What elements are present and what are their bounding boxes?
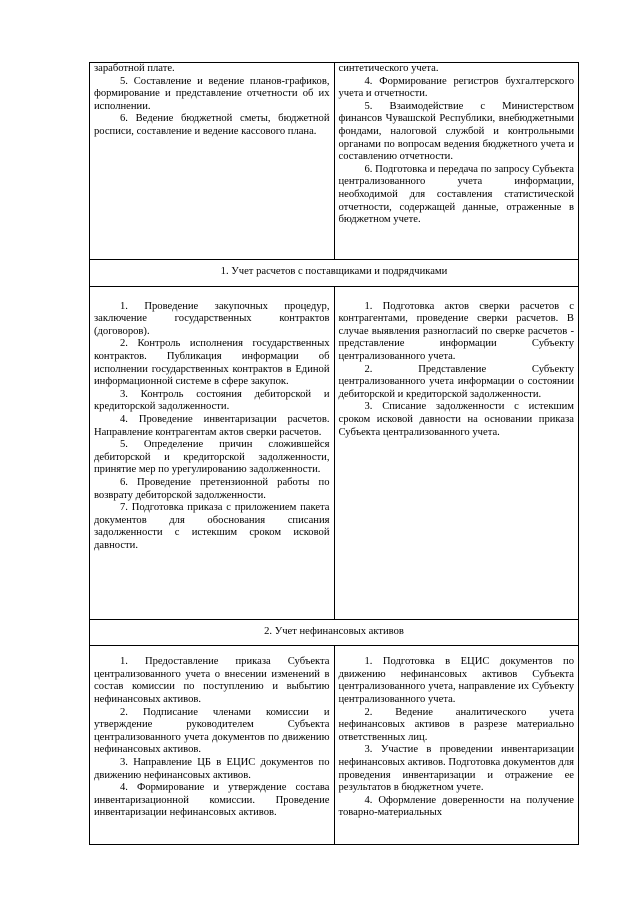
paragraph: 2. Контроль исполнения государственных контрактов. Публикация информации об исполнении государственных контрактов в Единой информационной системе в сфере закупок. — [94, 338, 330, 388]
paragraph: 6. Ведение бюджетной сметы, бюджетной росписи, составление и ведение кассового плана. — [94, 113, 330, 137]
paragraph: 2. Представление Субъекту централизованного учета информации о состоянии дебиторской и кредиторской задолженности. — [338, 363, 574, 400]
paragraph: 5. Составление и ведение планов-графиков, формирование и представление отчетности об их исполнении. — [94, 75, 330, 112]
paragraph: 2. Ведение аналитического учета нефинансовых активов в разрезе материально ответственных лиц. — [338, 706, 574, 743]
section-header-row — [90, 260, 579, 287]
section2-left-cell — [90, 646, 335, 845]
paragraph: 4. Формирование и утверждение состава инвентаризационной комиссии. Проведение инвентаризации нефинансовых активов. — [94, 782, 330, 819]
paragraph: 3. Контроль состояния дебиторской и кредиторской задолженности. — [94, 388, 330, 413]
paragraph: 4. Проведение инвентаризации расчетов. Направление контрагентам актов сверки расчетов. — [94, 413, 330, 438]
section1-left-cell — [90, 286, 335, 619]
table-row — [90, 63, 579, 260]
paragraph: 3. Участие в проведении инвентаризации нефинансовых активов. Подготовка документов для проведения инвентаризации и отражение ее результатов в бюджетном учете. — [338, 744, 574, 794]
paragraph: 3. Направление ЦБ в ЕЦИС документов по движению нефинансовых активов. — [94, 756, 330, 781]
paragraph: 3. Списание задолженности с истекшим сроком исковой давности на основании приказа Субъекта централизованного учета. — [338, 401, 574, 438]
section-header-row — [90, 619, 579, 646]
paragraph: 1. Предоставление приказа Субъекта централизованного учета о внесении изменений в состав комиссии по поступлению и выбытию нефинансовых активов. — [94, 656, 330, 705]
section-title: 1. Учет расчетов с поставщиками и подрядчиками — [90, 260, 579, 287]
table-row — [90, 286, 579, 619]
top-row-left-cell — [90, 63, 335, 260]
paragraph: 4. Формирование регистров бухгалтерского учета и отчетности. — [338, 75, 574, 100]
paragraph: 5. Взаимодействие с Министерством финансов Чувашской Республики, внебюджетными фондами, налоговой службой и контрольными органами по вопросам ведения бюджетного учета и составлению отчетности. — [338, 100, 574, 163]
paragraph: 6. Проведение претензионной работы по возврату дебиторской задолженности. — [94, 476, 330, 501]
paragraph: 1. Подготовка актов сверки расчетов с контрагентами, проведение сверки расчетов. В случае выявления разногласий по сверке расчетов - представление информации Субъекту централизованного учета. — [338, 300, 574, 362]
paragraph: 7. Подготовка приказа с приложением пакета документов для обоснования списания задолженности с истекшим сроком исковой давности. — [94, 502, 330, 551]
paragraph: 6. Подготовка и передача по запросу Субъекта централизованного учета информации, необходимой для составления статистической отчетности, содержащей данные, отраженные в бюджетном учете. — [338, 163, 574, 226]
paragraph: 4. Оформление доверенности на получение товарно-материальных — [338, 794, 574, 819]
paragraph: заработной плате. — [94, 63, 175, 74]
section-title: 2. Учет нефинансовых активов — [90, 619, 579, 646]
responsibilities-table — [89, 62, 579, 845]
paragraph: 1. Подготовка в ЕЦИС документов по движению нефинансовых активов Субъекта централизованного учета, направление их Субъекту централизованного учета. — [338, 656, 574, 705]
table-row — [90, 646, 579, 845]
section1-right-cell — [334, 286, 579, 619]
paragraph: 5. Определение причин сложившейся дебиторской и кредиторской задолженности, принятие мер по урегулированию задолженности. — [94, 439, 330, 476]
section2-right-cell — [334, 646, 579, 845]
paragraph: 2. Подписание членами комиссии и утверждение руководителем Субъекта централизованного учета документов по движению нефинансовых активов. — [94, 706, 330, 756]
paragraph: 1. Проведение закупочных процедур, заключение государственных контрактов (договоров). — [94, 300, 330, 337]
paragraph: синтетического учета. — [338, 63, 439, 74]
top-row-right-cell — [334, 63, 579, 260]
